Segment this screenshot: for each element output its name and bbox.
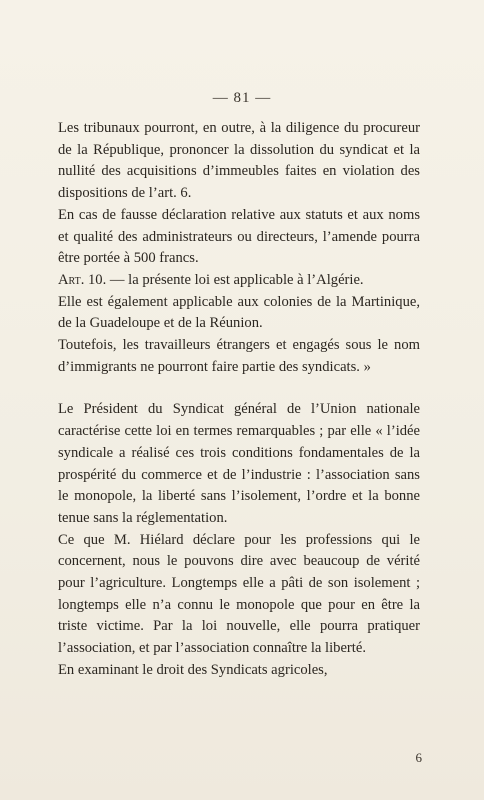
article-label: Art. 10. — xyxy=(58,271,125,288)
article-text: la présente loi est applicable à l’Algérie. xyxy=(128,271,364,288)
paragraph: Ce que M. Hiélard déclare pour les professions qui le concernent, nous le pouvons dire avec beaucoup de vérité pour l’agriculture. Longtemps elle a pâti de son isolement ; longtemps elle n’a connu le monopole que pour en être la triste victime. Par la loi nouvelle, elle pourra pratiquer l’association, et par l’association connaître la liberté. xyxy=(58,531,420,657)
paragraph: En cas de fausse déclaration relative aux statuts et aux noms et qualité des administrateurs ou directeurs, l’amende pourra être portée à 500 francs. xyxy=(58,206,420,267)
paragraph: Toutefois, les travailleurs étrangers et engagés sous le nom d’immigrants ne pourront faire partie des syndicats. » xyxy=(58,337,420,375)
page-number-header: — 81 — xyxy=(212,90,272,106)
paragraph: Le Président du Syndicat général de l’Union nationale caractérise cette loi en termes remarquables ; par elle « l’idée syndicale a réalisé ces trois conditions fondamentales de la prospérité du commerce et de l’industrie : l’association sans le monopole, la liberté sans l’isolement, l’ordre et la bonne tenue sans la réglementation. xyxy=(58,401,420,526)
article-paragraph xyxy=(58,270,420,292)
body-text xyxy=(58,118,420,682)
signature-mark: 6 xyxy=(415,750,422,765)
paragraph: Les tribunaux pourront, en outre, à la diligence du procureur de la République, prononcer la dissolution du syndicat et la nullité des acquisitions d’immeubles faites en violation des dispositions de l’art. 6. xyxy=(58,120,420,202)
paragraph: Elle est également applicable aux colonies de la Martinique, de la Guadeloupe et de la Réunion. xyxy=(58,293,420,332)
paragraph: En examinant le droit des Syndicats agricoles, xyxy=(58,661,328,678)
